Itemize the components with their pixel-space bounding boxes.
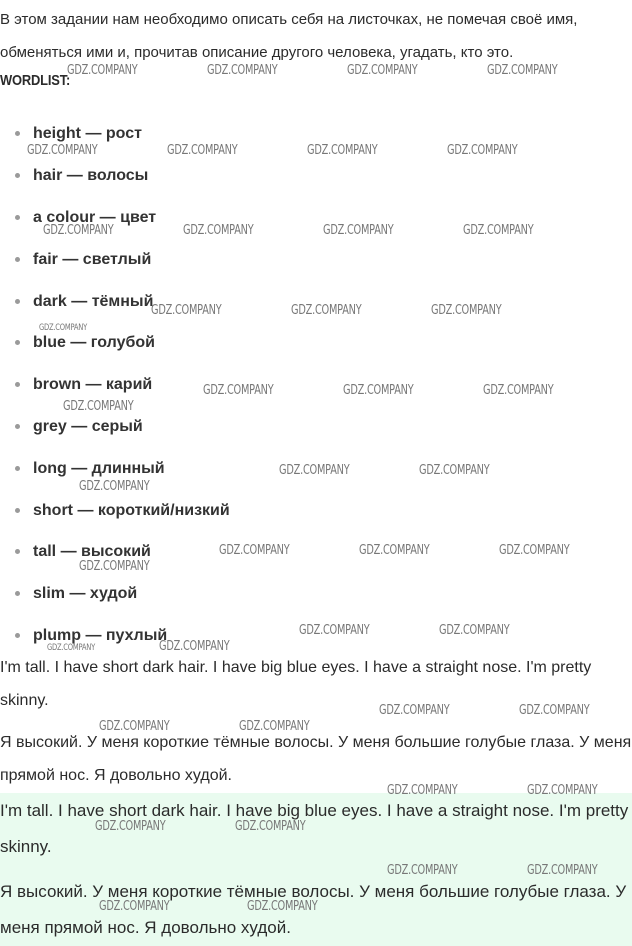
watermark: GDZ.COMPANY — [291, 303, 362, 318]
watermark: GDZ.COMPANY — [43, 223, 114, 238]
watermark: GDZ.COMPANY — [47, 643, 96, 653]
watermark: GDZ.COMPANY — [79, 479, 150, 494]
watermark: GDZ.COMPANY — [439, 623, 510, 638]
watermark: GDZ.COMPANY — [183, 223, 254, 238]
bullet-icon — [15, 382, 20, 387]
watermark: GDZ.COMPANY — [323, 223, 394, 238]
watermark: GDZ.COMPANY — [99, 899, 170, 914]
answer-text-en: I'm tall. I have short dark hair. I have big blue eyes. I have a straight nose. I'm pretty skinny. — [0, 801, 629, 856]
bullet-icon — [15, 591, 20, 596]
watermark: GDZ.COMPANY — [347, 63, 418, 78]
bullet-icon — [15, 257, 20, 262]
watermark: GDZ.COMPANY — [239, 719, 310, 734]
watermark: GDZ.COMPANY — [95, 819, 166, 834]
watermark: GDZ.COMPANY — [207, 63, 278, 78]
bullet-icon — [15, 424, 20, 429]
watermark: GDZ.COMPANY — [387, 783, 458, 798]
watermark: GDZ.COMPANY — [343, 383, 414, 398]
watermark: GDZ.COMPANY — [63, 399, 134, 414]
watermark: GDZ.COMPANY — [279, 463, 350, 478]
bullet-icon — [15, 340, 20, 345]
watermark: GDZ.COMPANY — [419, 463, 490, 478]
watermark: GDZ.COMPANY — [299, 623, 370, 638]
watermark: GDZ.COMPANY — [99, 719, 170, 734]
watermark: GDZ.COMPANY — [27, 143, 98, 158]
watermark: GDZ.COMPANY — [387, 863, 458, 878]
bullet-icon — [15, 299, 20, 304]
watermark: GDZ.COMPANY — [247, 899, 318, 914]
example-text-en: I'm tall. I have short dark hair. I have big blue eyes. I have a straight nose. I'm pretty skinny. — [0, 659, 592, 709]
answer-text-ru: Я высокий. У меня короткие тёмные волосы. У меня большие голубые глаза. У меня прямой нос. Я довольно худой. — [0, 882, 627, 937]
watermark: GDZ.COMPANY — [463, 223, 534, 238]
watermark: GDZ.COMPANY — [499, 543, 570, 558]
answer-block — [0, 793, 632, 946]
watermark: GDZ.COMPANY — [235, 819, 306, 834]
bullet-icon — [15, 466, 20, 471]
watermark: GDZ.COMPANY — [307, 143, 378, 158]
watermark: GDZ.COMPANY — [359, 543, 430, 558]
watermark: GDZ.COMPANY — [447, 143, 518, 158]
watermark: GDZ.COMPANY — [159, 639, 230, 654]
bullet-icon — [15, 131, 20, 136]
watermark: GDZ.COMPANY — [167, 143, 238, 158]
bullet-icon — [15, 508, 20, 513]
watermark: GDZ.COMPANY — [219, 543, 290, 558]
bullet-icon — [15, 549, 20, 554]
watermark: GDZ.COMPANY — [79, 559, 150, 574]
wordlist-heading: WORDLIST: — [0, 72, 71, 89]
example-text-ru: Я высокий. У меня короткие тёмные волосы. У меня большие голубые глаза. У меня прямой нос. Я довольно худой. — [0, 734, 632, 784]
watermark: GDZ.COMPANY — [151, 303, 222, 318]
bullet-icon — [15, 173, 20, 178]
watermark: GDZ.COMPANY — [379, 703, 450, 718]
watermark: GDZ.COMPANY — [487, 63, 558, 78]
bullet-icon — [15, 215, 20, 220]
watermark: GDZ.COMPANY — [203, 383, 274, 398]
watermark: GDZ.COMPANY — [519, 703, 590, 718]
bullet-icon — [15, 633, 20, 638]
watermark: GDZ.COMPANY — [483, 383, 554, 398]
watermark: GDZ.COMPANY — [527, 863, 598, 878]
watermark: GDZ.COMPANY — [67, 63, 138, 78]
watermark: GDZ.COMPANY — [39, 323, 88, 333]
watermark: GDZ.COMPANY — [527, 783, 598, 798]
intro-text: В этом задании нам необходимо описать себя на листочках, не помечая своё имя, обменяться ими и, прочитав описание другого человека, угадать, кто это. — [0, 11, 578, 61]
watermark: GDZ.COMPANY — [431, 303, 502, 318]
